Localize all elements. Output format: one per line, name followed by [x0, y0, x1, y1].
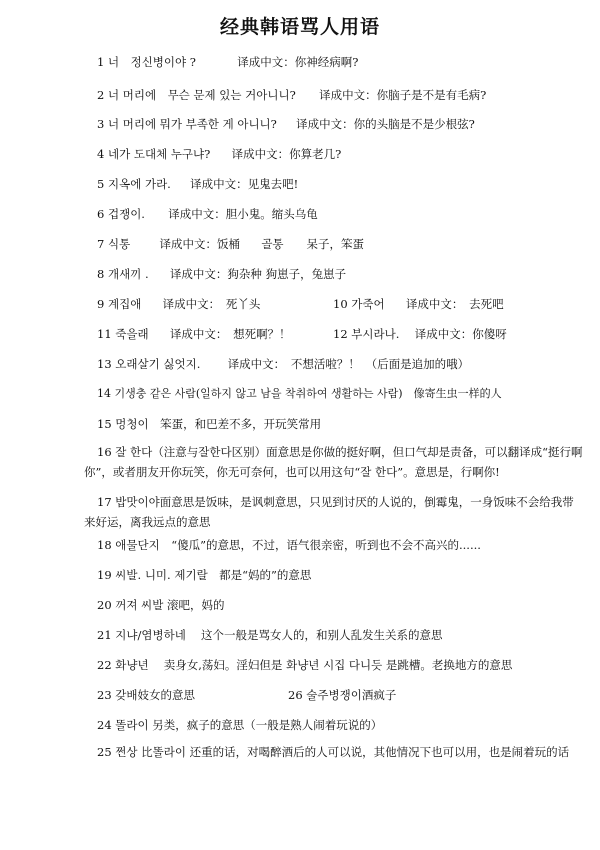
entry-23: 23 갖배妓女的意思: [97, 688, 196, 702]
entry-11-korean: 11 죽을래: [97, 327, 149, 341]
entry-6-chinese: 译成中文：胆小鬼。缩头乌龟: [168, 207, 318, 221]
entry-1-korean: 1 너 정신병이야 ?: [97, 55, 196, 69]
entry-7-chinese: 译成中文：饭桶: [159, 237, 241, 251]
entry-20: 20 꺼져 씨발 滚吧，妈的: [97, 598, 225, 612]
entry-7-korean: 7 식통: [97, 237, 131, 251]
entry-16: 16 잘 한다（注意与잘한다区别）面意思是你做的挺好啊，但口气却是责备，可以翻译成“挺行啊你”，或者朋友开你玩笑，你无可奈何，也可以用这句“잘 한다”。意思是，行啊你!: [84, 445, 583, 479]
entry-5-korean: 5 지옥에 가라.: [97, 177, 171, 191]
entry-4-chinese: 译成中文：你算老几?: [231, 147, 342, 161]
entry-15: 15 멍청이 笨蛋，和巴差不多，开玩笑常用: [97, 417, 322, 431]
entry-13-chinese: 译成中文： 不想活啦？！ （后面是追加的哦）: [227, 357, 470, 371]
entry-11-chinese: 译成中文： 想死啊？！: [169, 327, 291, 341]
entry-9-korean: 9 계집애: [97, 297, 142, 311]
entry-11: [97, 327, 291, 341]
entry-4: [97, 147, 341, 161]
entry-25: 25 쩐상 比똘라이 还重的话，对喝醉酒后的人可以说，其他情况下也可以用，也是闹着玩的话: [97, 745, 570, 759]
entry-17: 17 밥맛이야面意思是饭味，是讽刺意思，只见到讨厌的人说的，倒霉鬼，一身饭味不会给我带来好运，离我远点的意思: [84, 495, 574, 529]
entry-9: [97, 297, 260, 311]
entry-12-chinese: 译成中文：你傻呀: [414, 327, 507, 341]
entry-24: 24 똘라이 另类，疯子的意思（一般是熟人闹着玩说的）: [97, 718, 383, 732]
entry-6: [97, 207, 318, 221]
entry-5: [97, 177, 298, 191]
entry-13-korean: 13 오래살기 싫엇지.: [97, 357, 201, 371]
entry-12-korean: 12 부시라나.: [333, 327, 400, 341]
entry-2-korean: 2 너 머리에 무슨 문제 있는 거아니니?: [97, 88, 296, 102]
entry-19: 19 씨발. 니미. 제기랄 都是“妈的”的意思: [97, 568, 312, 582]
entry-8-korean: 8 개새끼 .: [97, 267, 149, 281]
entry-8: [97, 267, 346, 281]
entry-18: 18 애물단지 “傻瓜”的意思，不过，语气很亲密，听到也不会不高兴的......: [97, 538, 481, 552]
entry-3-korean: 3 너 머리에 뭐가 부족한 게 아니니?: [97, 117, 277, 131]
entry-2-chinese: 译成中文：你脑子是不是有毛病?: [319, 88, 487, 102]
entry-3-chinese: 译成中文：你的头脑是不是少根弦?: [296, 117, 475, 131]
entry-7-extra: 골통 呆子，笨蛋: [261, 237, 365, 251]
entry-1: [97, 55, 358, 69]
entry-2: [97, 88, 486, 102]
entry-22: 22 화냥년 卖身女,荡妇。淫妇但是 화냥년 시집 다니듯 是跳槽。老换地方的意思: [97, 658, 513, 672]
entry-4-korean: 4 네가 도대체 누구냐?: [97, 147, 211, 161]
entry-26: 26 술주병쟁이酒疯子: [288, 688, 397, 702]
entry-6-korean: 6 겁쟁이.: [97, 207, 145, 221]
entry-14: 14 기생충 같은 사람(일하지 않고 남을 착취하여 생활하는 사람) 像寄生虫一样的人: [97, 387, 502, 400]
entry-13: [97, 357, 469, 371]
entry-8-chinese: 译成中文：狗杂种 狗崽子，兔崽子: [169, 267, 347, 281]
entry-3: [97, 117, 475, 131]
entry-5-chinese: 译成中文：见鬼去吧!: [190, 177, 299, 191]
document-title: 经典韩语骂人用语: [219, 16, 380, 38]
entry-10-korean: 10 가죽어: [333, 297, 385, 311]
entry-12: [333, 327, 507, 341]
entry-7: [97, 237, 364, 251]
entry-1-chinese: 译成中文：你神经病啊?: [237, 55, 359, 69]
entry-9-chinese: 译成中文： 死丫头: [162, 297, 261, 311]
entry-10-chinese: 译成中文： 去死吧: [405, 297, 504, 311]
entry-21: 21 지냐/염병하네 这个一般是骂女人的，和别人乱发生关系的意思: [97, 628, 443, 642]
entry-10: [333, 297, 504, 311]
